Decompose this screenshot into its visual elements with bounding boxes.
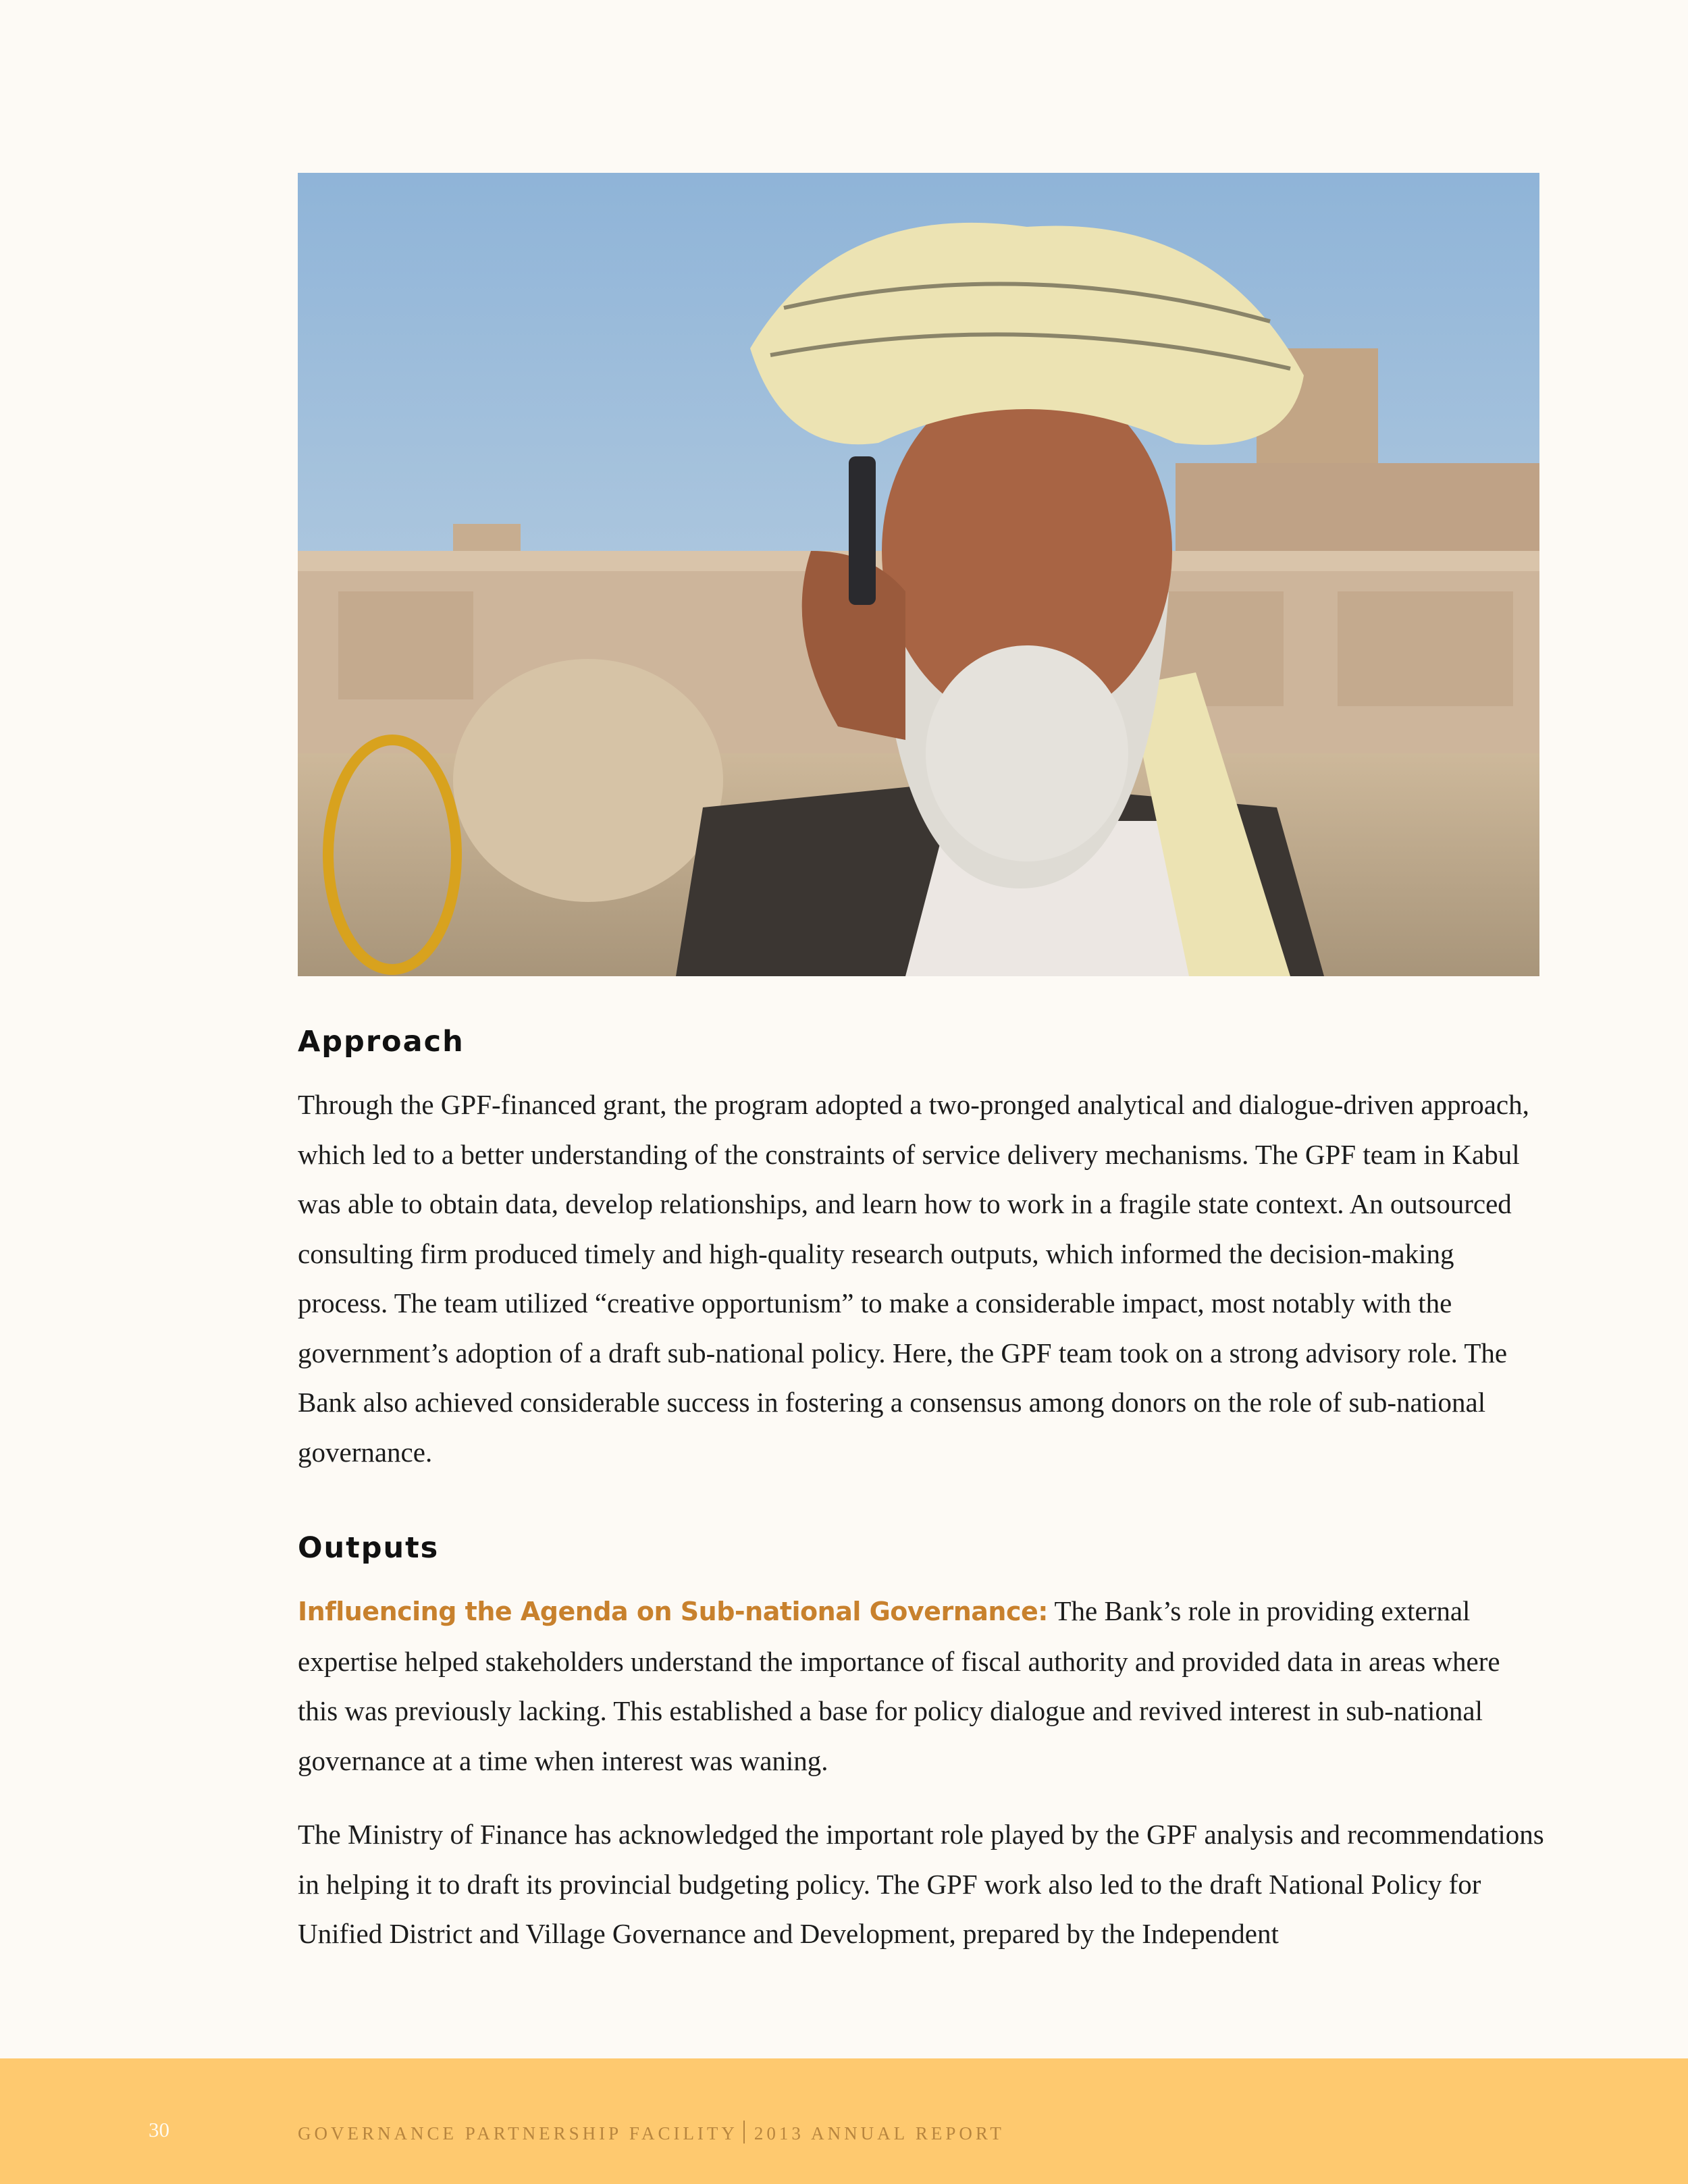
footer-band bbox=[0, 2058, 1688, 2184]
footer-separator bbox=[743, 2121, 745, 2143]
outputs-heading: Outputs bbox=[298, 1531, 440, 1565]
running-footer bbox=[298, 2121, 1005, 2144]
outputs-lead-label: Influencing the Agenda on Sub-national Governance: bbox=[298, 1597, 1048, 1626]
photo-illustration bbox=[298, 173, 1539, 976]
main-content bbox=[298, 1018, 1547, 1959]
approach-heading: Approach bbox=[298, 1025, 465, 1059]
footer-report: 2013 ANNUAL REPORT bbox=[754, 2123, 1005, 2143]
page-number: 30 bbox=[149, 2118, 169, 2141]
outputs-paragraph-1 bbox=[298, 1587, 1547, 1786]
outputs-lead-text: The Bank’s role in providing external expertise helped stakeholders understand the importance of fiscal authority and provided data in areas where this was previously lacking. This established a base for policy dialogue and revived interest in sub-national governance at a time when interest was waning. bbox=[298, 1595, 1500, 1776]
footer-publication: GOVERNANCE PARTNERSHIP FACILITY bbox=[298, 2123, 738, 2143]
cover-photo bbox=[298, 173, 1539, 976]
approach-paragraph: Through the GPF-financed grant, the program adopted a two-pronged analytical and dialogue-driven approach, which led to a better understanding of the constraints of service delivery mechanisms. The GPF team in Kabul was able to obtain data, develop relationships, and learn how to work in a fragile state context. An outsourced consulting firm produced timely and high-quality research outputs, which informed the decision-making process. The team utilized “creative opportunism” to make a considerable impact, most notably with the government’s adoption of a draft sub-national policy. Here, the GPF team took on a strong advisory role. The Bank also achieved considerable success in fostering a consensus among donors on the role of sub-national governance. bbox=[298, 1089, 1529, 1468]
outputs-paragraph-2: The Ministry of Finance has acknowledged the important role played by the GPF analysis and recommendations in helping it to draft its provincial budgeting policy. The GPF work also led to the draft National Policy for Unified District and Village Governance and Development, prepared by the Independent bbox=[298, 1819, 1544, 1949]
